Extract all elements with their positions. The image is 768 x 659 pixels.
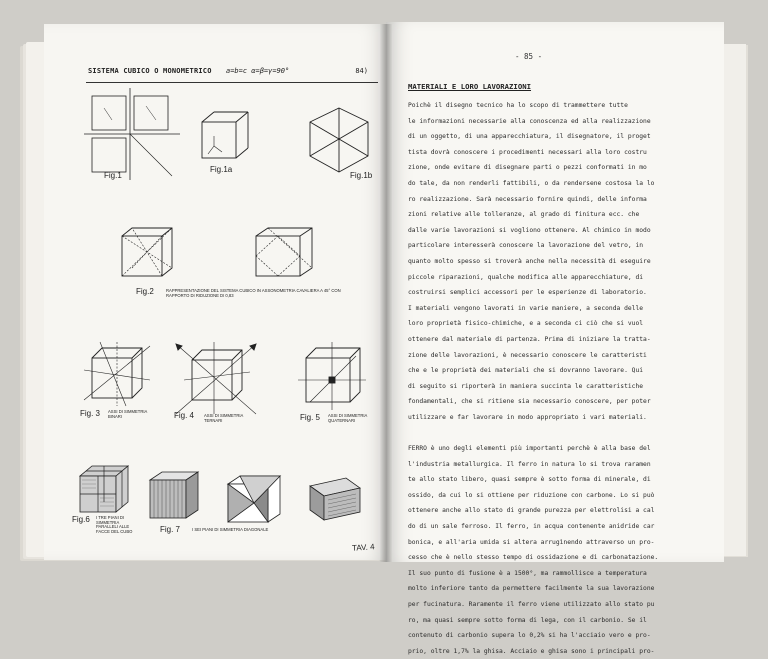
fig2-label: Fig.2 bbox=[136, 287, 154, 296]
body-text-line: fondamentali, che si ritiene sia necessario conoscere, per poter bbox=[408, 398, 651, 406]
left-page-reference: 84) bbox=[355, 67, 368, 75]
body-text-line: zione delle lavorazioni, è necessario conoscere le caratteristi bbox=[408, 351, 647, 359]
body-text-line: molto inferiore tanto da permettere facilmente la sua lavorazione bbox=[408, 585, 655, 593]
left-page-title: SISTEMA CUBICO O MONOMETRICO bbox=[88, 67, 212, 75]
right-page-body bbox=[408, 98, 714, 659]
fig2-cube-cavalier-right bbox=[252, 224, 316, 280]
body-text-line: per fucinatura. Raramente il ferro viene utilizzato allo stato pu bbox=[408, 601, 655, 608]
body-text-line: ro realizzazione. Sarà necessario fornire quindi, delle informa bbox=[408, 195, 647, 203]
fig3-label: Fig. 3 bbox=[80, 409, 101, 418]
fig1-label: Fig.1 bbox=[104, 171, 122, 180]
header-rule bbox=[86, 82, 378, 83]
fig6-parallel-planes-drawing bbox=[76, 462, 132, 516]
body-text-line: Poichè il disegno tecnico ha lo scopo di trammettere tutte bbox=[408, 102, 628, 109]
body-text-line: do tale, da non renderli fattibili, o da rendersene costosa la lo bbox=[408, 179, 655, 187]
right-page-stack bbox=[722, 44, 746, 556]
body-text-line: che e le proprietà dei materiali che si dovranno lavorare. Qui bbox=[408, 367, 644, 375]
body-text-line: I materiali vengono lavorati in varie maniere, a seconda delle bbox=[408, 304, 644, 312]
fig5-quaternary-axes-drawing bbox=[296, 342, 368, 412]
body-text-line: di seguito si riporterà in maniera succinta le caratteristiche bbox=[408, 382, 644, 390]
plate-tab-label: TAV. 4 bbox=[351, 542, 375, 553]
fig5-label: Fig. 5 bbox=[300, 413, 321, 422]
body-text-line: quanto molto spesso si troverà anche nella necessità di eseguire bbox=[408, 257, 651, 265]
right-page-number: - 85 - bbox=[515, 52, 543, 61]
body-text-line: piccole riparazioni, qualche modifica alle apparecchiature, di bbox=[408, 273, 644, 281]
body-text-line: tista dovrà conoscere i procedimenti necessari alla loro costru bbox=[408, 148, 647, 156]
body-text-line: ottenere dal materiale di partenza. Prima di iniziare la tratta- bbox=[408, 335, 651, 343]
body-text-line: te allo stato libero, quasi sempre è sotto forma di minerale, di bbox=[408, 476, 651, 484]
fig1a-label: Fig.1a bbox=[210, 165, 233, 174]
body-text-line: utilizzare e far lavorare in modo appropriato i vari materiali. bbox=[408, 413, 647, 421]
body-text-line: bonica, e all'aria umida si altera arrugìnendo attraverso un pro- bbox=[408, 538, 655, 546]
fig7-caption: I SEI PIANI DI SIMMETRIA DIAGONALE bbox=[192, 527, 269, 532]
left-page-formula: a=b=c α=β=γ=90° bbox=[226, 67, 290, 75]
fig2-caption: RAPPRESENTAZIONE DEL SISTEMA CUBICO IN ASSONOMETRIA CAVALIERA A 45° CON RAPPORTO DI RIDUZIONE DI 0,83 bbox=[166, 288, 341, 298]
body-text-line: prio, oltre 1,7% la ghisa. Acciaio e ghisa sono i principali pro- bbox=[408, 647, 655, 655]
body-text-line bbox=[408, 425, 714, 441]
body-text-line: dalle varie lavorazioni si vogliono ottenere. Al chimico in modo bbox=[408, 226, 651, 234]
body-text-line: contenuto di carbonio supera lo 0,2% si ha l'acciaio vero e pro- bbox=[408, 632, 651, 640]
fig4-ternary-axes-drawing bbox=[170, 340, 260, 416]
body-text-line: particolare interesserà conoscere la lavorazione del vetro, in bbox=[408, 242, 644, 250]
fig6-label: Fig.6 bbox=[72, 515, 90, 524]
fig3-caption: ASSI DI SIMMETRIA BINARI bbox=[108, 409, 148, 419]
body-text-line: zioni relative alle tolleranze, al grado di finitura ecc. che bbox=[408, 211, 640, 219]
fig3-binary-axes-drawing bbox=[80, 340, 152, 408]
right-page-heading: MATERIALI E LORO LAVORAZIONI bbox=[408, 82, 532, 91]
fig1a-cube-drawing bbox=[198, 108, 250, 168]
fig5-caption: ASSI DI SIMMETRIA QUATERNARI bbox=[328, 413, 368, 423]
fig1b-label: Fig.1b bbox=[350, 171, 373, 180]
body-text-line: l'industria metallurgica. Il ferro in natura lo si trova raramen bbox=[408, 460, 651, 468]
fig1b-isometric-cube-drawing bbox=[306, 104, 372, 176]
body-text-line: do di un sale ferroso. Il ferro, in acqua contenente anidride car bbox=[408, 523, 655, 531]
body-text-line: Il suo punto di fusione è a 1500°, ma rammollisce a temperatura bbox=[408, 569, 647, 577]
fig7-label: Fig. 7 bbox=[160, 525, 181, 534]
body-text-line: costruirsi semplici accessori per le esperienze di laboratorio. bbox=[408, 289, 647, 297]
body-text-line: ottenere anche allo stato di grande purezza per elettrolisi a cal bbox=[408, 507, 655, 515]
fig4-caption: ASSI DI SIMMETRIA TERNARI bbox=[204, 413, 244, 423]
left-page-header bbox=[88, 67, 378, 81]
body-text-line: FERRO è uno degli elementi più importanti perchè è alla base del bbox=[408, 445, 651, 453]
body-text-line: cesso che è nello stesso tempo di ossidazione e di carbonatazione. bbox=[408, 554, 659, 562]
body-text-line: loro proprietà fisico-chimiche, e a seconda ci ciò che si vuol bbox=[408, 320, 644, 328]
body-text-line: ossido, da cui lo si ottiene per riduzione con carbone. Lo si può bbox=[408, 491, 655, 499]
book-gutter bbox=[380, 24, 392, 562]
body-text-line: zione, onde evitare di disegnare parti o pezzi conformati in mo bbox=[408, 164, 647, 172]
fig1-orthographic-drawing bbox=[84, 86, 184, 182]
fig7-diagonal-planes-a bbox=[146, 468, 204, 522]
body-text-line: le informazioni necessarie alla conoscenza ed alla realizzazione bbox=[408, 117, 651, 125]
fig7-diagonal-planes-c bbox=[306, 470, 366, 524]
body-text-line: ro, ma quasi sempre sotto forma di lega, con il carbonio. Se il bbox=[408, 616, 647, 624]
fig4-label: Fig. 4 bbox=[174, 411, 195, 420]
fig2-cube-cavalier-left bbox=[118, 224, 176, 280]
fig7-diagonal-planes-b bbox=[224, 472, 286, 526]
fig6-caption: I TRE PIANI DI SIMMETRIA PARALLELI ALLE FACCE DEL CUBO bbox=[96, 515, 133, 534]
body-text-line: di un oggetto, di una apparecchiatura, il disegnatore, il proget bbox=[408, 133, 651, 141]
